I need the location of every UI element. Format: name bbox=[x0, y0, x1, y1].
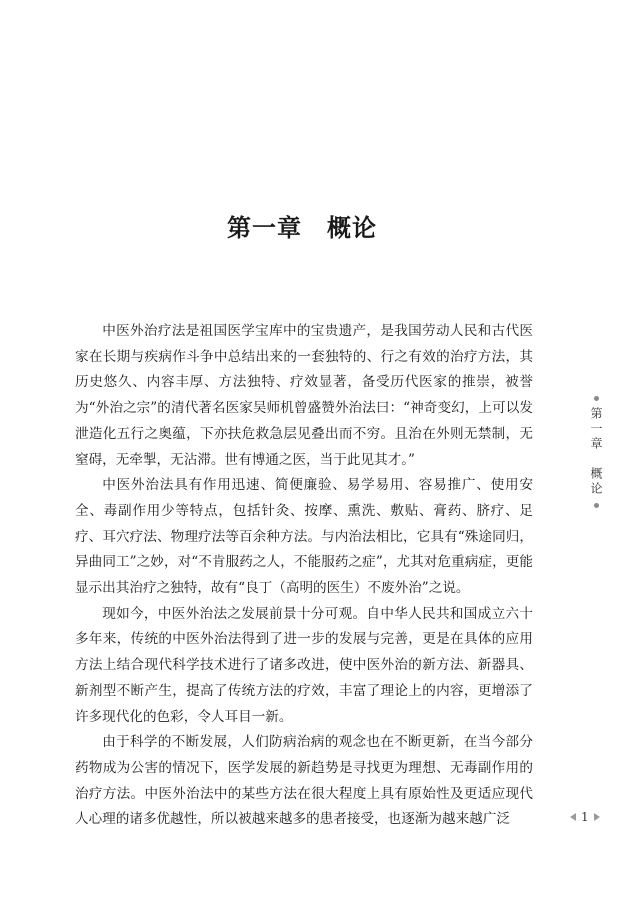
chapter-title: 第一章 概论 bbox=[227, 214, 377, 242]
paragraph-3: 现如今，中医外治法之发展前景十分可观。自中华人民共和国成立六十多年来，传统的中医外治法得到了进一步的发展与完善，更是在具体的应用方法上结合现代科学技术进行了诸多改进，使中医外治的新方法、新器具、新剂型不断产生，提高了传统方法的疗效，丰富了理论上的内容，更增添了许多现代化的色彩，令人耳目一新。 bbox=[75, 605, 533, 725]
paragraph-4: 由于科学的不断发展，人们防病治病的观念也在不断更新，在当今部分药物成为公害的情况下，医学发展的新趋势是寻找更为理想、无毒副作用的治疗方法。中医外治法中的某些方法在很大程度上具有原始性及更适应现代人心理的诸多优越性，所以被越来越多的患者接受，也逐渐为越来越广泛 bbox=[75, 734, 533, 828]
chapter-side-tab bbox=[587, 396, 605, 508]
body-text bbox=[75, 319, 533, 833]
page-number bbox=[570, 810, 600, 824]
page-number-value: 1 bbox=[581, 810, 589, 824]
triangle-left-icon bbox=[570, 813, 576, 821]
side-tab-label: 第一章 概论 bbox=[589, 407, 603, 497]
dot-icon bbox=[594, 503, 599, 508]
paragraph-1: 中医外治疗法是祖国医学宝库中的宝贵遗产，是我国劳动人民和古代医家在长期与疾病作斗争中总结出来的一套独特的、行之有效的治疗方法，其历史悠久、内容丰厚、方法独特、疗效显著，备受历代医家的推崇，被誉为“外治之宗”的清代著名医家吴师机曾盛赞外治法曰：“神奇变幻，上可以发泄造化五行之奥蕴，下亦扶危救急层见叠出而不穷。且治在外则无禁制，无窒碍，无牵掣，无沾滞。世有博通之医，当于此见其才。” bbox=[75, 323, 533, 468]
dot-icon bbox=[594, 396, 599, 401]
triangle-right-icon bbox=[594, 813, 600, 821]
paragraph-2: 中医外治法具有作用迅速、简便廉验、易学易用、容易推广、使用安全、毒副作用少等特点，包括针灸、按摩、熏洗、敷贴、膏药、脐疗、足疗、耳穴疗法、物理疗法等百余种方法。与内治法相比，它具有“殊途同归，异曲同工”之妙，对“不肯服药之人，不能服药之症”，尤其对危重病症，更能显示出其治疗之独特，故有“良丁（高明的医生）不废外治”之说。 bbox=[75, 477, 533, 597]
